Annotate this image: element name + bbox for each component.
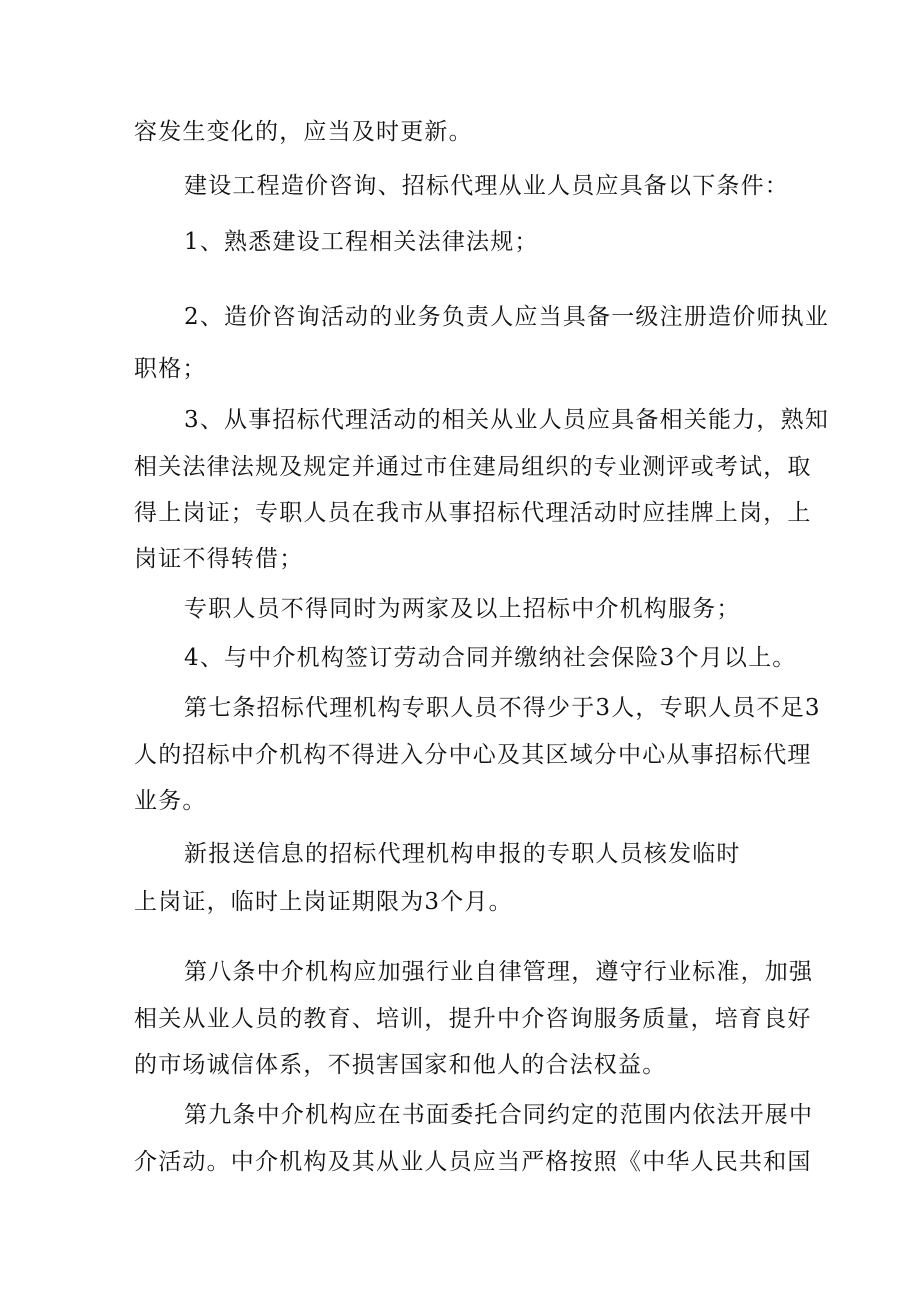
text-line: 新报送信息的招标代理机构申报的专职人员核发临时 <box>184 841 741 867</box>
article-7: 第七条招标代理机构专职人员不得少于3人，专职人员不足3 <box>184 695 821 721</box>
text-line: 相关从业人员的教育、培训，提升中介咨询服务质量，培育良好 <box>134 1006 812 1032</box>
text-line: 得上岗证；专职人员在我市从事招标代理活动时应挂牌上岗，上 <box>134 500 812 526</box>
text-line: 建设工程造价咨询、招标代理从业人员应具备以下条件： <box>184 173 789 199</box>
list-item-1: 1、熟悉建设工程相关法律法规； <box>184 229 539 255</box>
text-line: 上岗证，临时上岗证期限为3个月。 <box>134 889 513 915</box>
list-item-3: 3、从事招标代理活动的相关从业人员应具备相关能力，熟知 <box>184 407 830 433</box>
list-item-2: 2、造价咨询活动的业务负责人应当具备一级注册造价师执业 <box>184 304 830 330</box>
text-line: 容发生变化的，应当及时更新。 <box>134 119 473 145</box>
text-line: 业务。 <box>134 788 207 814</box>
text-line: 的市场诚信体系，不损害国家和他人的合法权益。 <box>134 1052 667 1078</box>
text-line: 人的招标中介机构不得进入分中心及其区域分中心从事招标代理 <box>134 742 812 768</box>
text-line: 岗证不得转借； <box>134 546 304 572</box>
text-line: 专职人员不得同时为两家及以上招标中介机构服务； <box>184 596 741 622</box>
text-line: 职格； <box>134 356 207 382</box>
article-9: 第九条中介机构应在书面委托合同约定的范围内依法开展中 <box>184 1102 814 1128</box>
article-8: 第八条中介机构应加强行业自律管理，遵守行业标准，加强 <box>184 959 814 985</box>
text-line: 介活动。中介机构及其从业人员应当严格按照《中华人民共和国 <box>134 1149 812 1175</box>
list-item-4: 4、与中介机构签订劳动合同并缴纳社会保险3个月以上。 <box>184 645 797 671</box>
text-line: 相关法律法规及规定并通过市住建局组织的专业测评或考试，取 <box>134 454 812 480</box>
